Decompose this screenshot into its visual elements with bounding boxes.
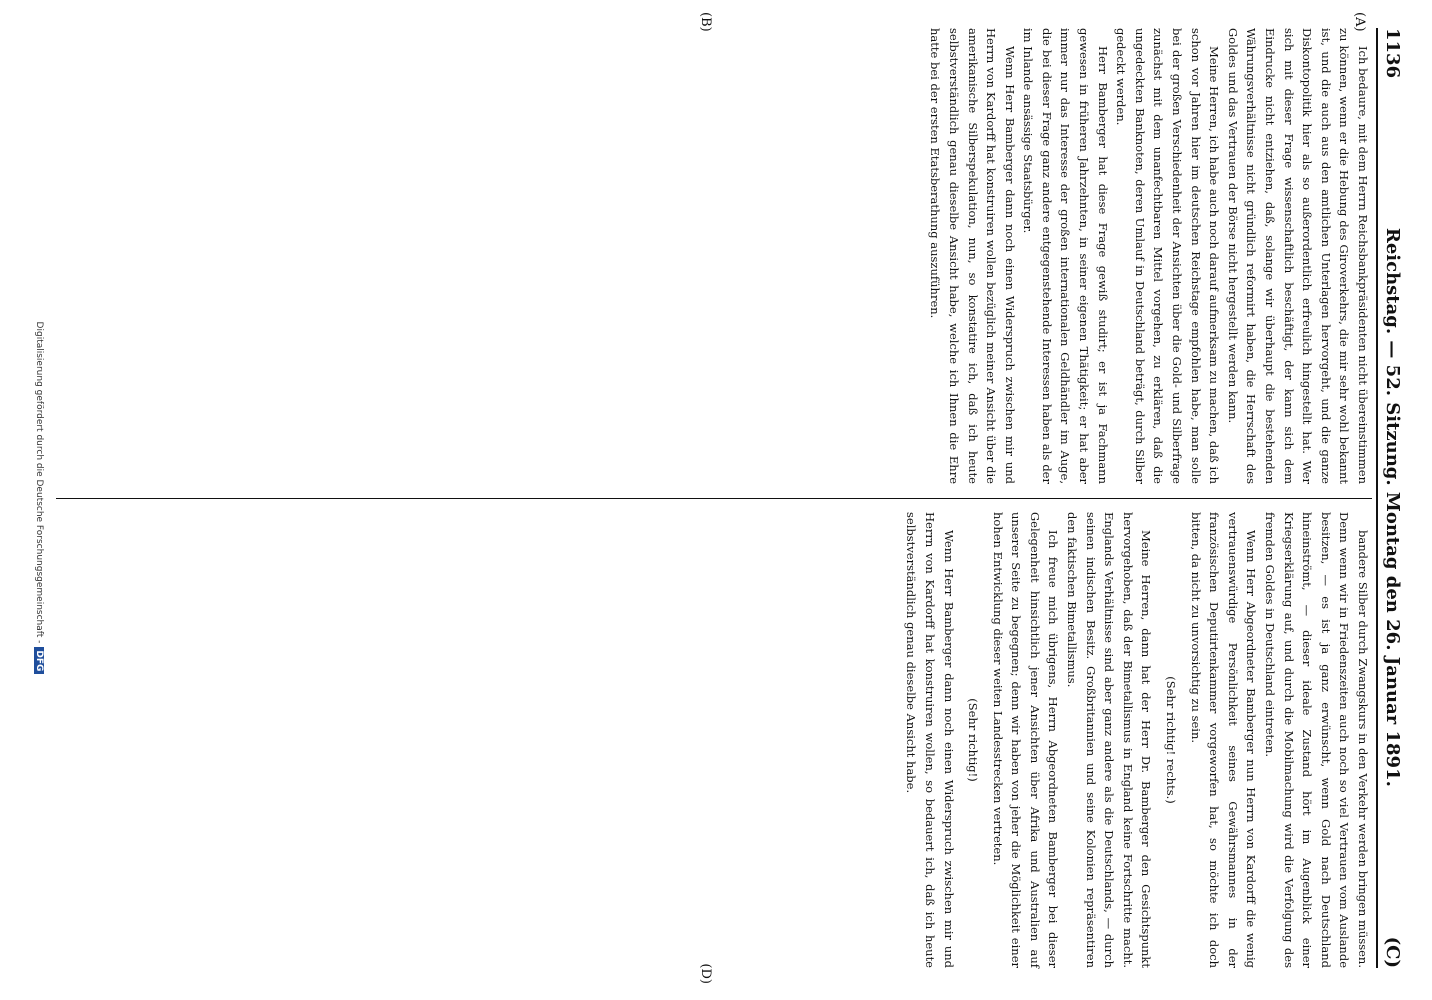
dfg-logo: DFG: [34, 647, 44, 674]
section-marker-d: (D): [698, 963, 713, 984]
page-header: [1376, 28, 1408, 968]
document-page: [34, 8, 1420, 988]
left-paragraph-1: Ich bedaure, mit dem Herrn Reichsbankpräsidenten nicht übereinstimmen zu können, wenn er die Hebung des Giroverkehrs, die mir sehr wohl bekannt ist, und die auch aus den amtlichen Unterlagen hervorgeht, und die ganze Diskontopolitik hier als so außerordentlich erfreulich hingestellt hat. Wer sich mit dieser Frage wissenschaftlich beschäftigt, der kann sich dem Eindrucke nicht entziehen, daß, solange wir überhaupt die bestehenden Währungsverhältnisse nicht gründlich reformirt haben, die Herrschaft des Goldes und das Vertrauen der Börse nicht hergestellt werden kann.: [1225, 28, 1370, 484]
page-title: Reichstag. — 52. Sitzung. Montag den 26. Januar 1891.: [1382, 227, 1404, 787]
right-column: [56, 512, 1372, 984]
right-paragraph-3: Meine Herren, dann hat der Herr Dr. Bamberger den Gesichtspunkt hervorgehoben, daß der Bimetallismus in England keine Fortschritte macht. Englands Verhältnisse sind aber ganz andere als die Deutschlands, — durch seinen indischen Besitz. Großbritannien und seine Kolonien repräsentiren den faktischen Bimetallismus.: [1065, 512, 1154, 968]
section-marker-b: (B): [698, 12, 713, 32]
right-paragraph-5: Wenn Herr Bamberger dann noch einen Widerspruch zwischen mir und Herrn von Kardorff hat konstruiren wollen, so bedauert ich, daß ich heute selbstverständlich genau dieselbe Ansicht habe.: [904, 512, 956, 968]
left-paragraph-2: Meine Herren, ich habe auch noch darauf aufmerksam zu machen, daß ich schon vor Jahren hier im deutschen Reichstage empfohlen habe, man solle bei der großen Verschiedenheit der Ansichten über die Gold- und Silberfrage zunächst mit dem unanfechtbaren Mittel vorgehen, zu erklären, daß die ungedeckten Banknoten, deren Umlauf in Deutschland beträgt, durch Silber gedeckt werden.: [1114, 28, 1222, 484]
right-paragraph-4: Ich freue mich übrigens, Herrn Abgeordneten Bamberger bei dieser Gelegenheit hinsichtlich jener Ansichten über Afrika und Australien auf unserer Seite zu begegnen; denn wir haben von jeher die Möglichkeit einer hohen Entwicklung dieser weiten Landesstrecken vertreten.: [990, 512, 1061, 968]
left-column: [56, 12, 1372, 484]
left-paragraph-4: Wenn Herr Bamberger dann noch einen Widerspruch zwischen mir und Herrn von Kardorff hat konstruiren wollen bezüglich meiner Ansicht über die amerikanische Silberspekulation, nun, so konstatire ich, daß ich heute selbstverständlich genau dieselbe Ansicht habe, welche ich Ihnen die Ehre hatte bei der ersten Etatsberathung auszuführen.: [928, 28, 1017, 484]
credit-text: Digitalisierung gefördert durch die Deutsche Forschungsgemeinschaft -: [34, 321, 44, 644]
section-marker-a: (A): [1352, 12, 1367, 32]
left-paragraph-3: Herr Bamberger hat diese Frage gewiß studirt; er ist ja Fachmann gewesen in früheren Jahrzehnten, in seiner eigenen Thätigkeit; er hat aber immer nur das Interesse der großen internationalen Geldhändler im Auge, die bei dieser Frage ganz andere entgegenstehende Interessen haben als der im Inlande ansässige Staatsbürger.: [1021, 28, 1110, 484]
corner-marker: (C): [1382, 936, 1404, 968]
page-number: 1136: [1382, 28, 1404, 79]
interjection-sehr-richtig: (Sehr richtig!): [966, 698, 981, 782]
interjection-sehr-richtig-rechts: (Sehr richtig! rechts.): [1164, 676, 1179, 804]
right-paragraph-2: Wenn Herr Abgeordneter Bamberger nun Herrn von Kardorff die wenig vertrauenswürdige Persönlichkeit seines Gewährsmannes in der französischen Deputirtenkammer vorgeworfen hat, so möchte ich doch bitten, da nicht zu unvorsichtig zu sein.: [1188, 512, 1259, 968]
digitization-credit: [34, 8, 44, 988]
right-paragraph-1: bandere Silber durch Zwangskurs in den Verkehr werden bringen müssen. Denn wenn wir in Friedenszeiten auch noch so viel Vertrauen vom Auslande besitzen, — es ist ja ganz erwünscht, wenn Gold nach Deutschland hineinströmt, — dieser ideale Zustand hört im Augenblick einer Kriegserklärung auf, und durch die Mobilmachung wird die Verfolgung des fremden Goldes in Deutschland eintreten.: [1263, 512, 1370, 968]
column-divider: [56, 498, 1372, 499]
